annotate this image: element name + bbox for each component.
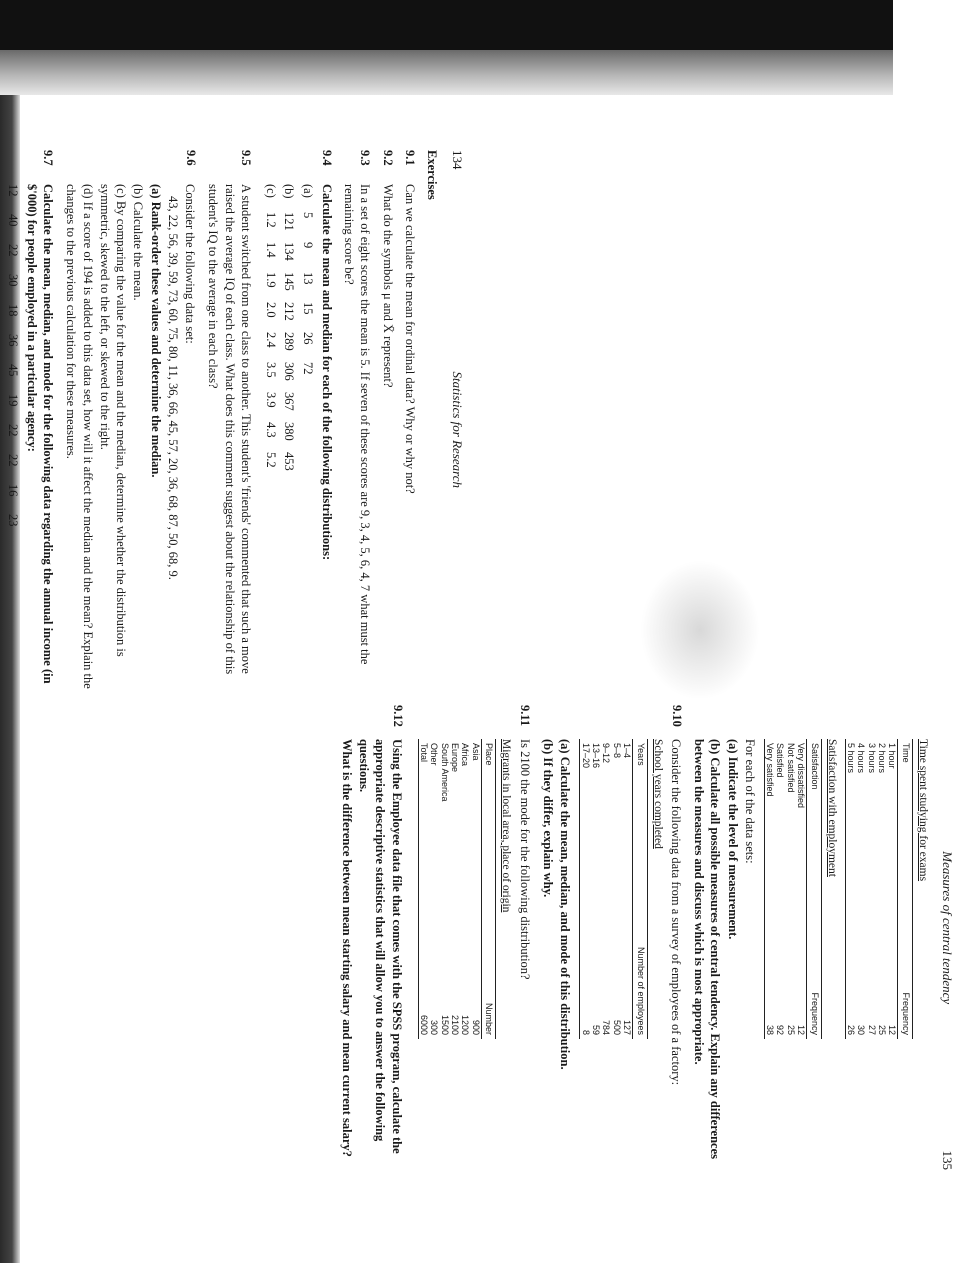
cell-label: Satisfied	[775, 743, 786, 778]
table-caption: School years completed	[651, 739, 664, 849]
scan-shadow	[0, 50, 893, 95]
cell-label: Africa	[460, 743, 471, 767]
data-row	[0, 184, 2, 690]
exercise-9-6	[62, 150, 199, 690]
data-value: 380	[282, 422, 297, 441]
page-134	[5, 150, 465, 690]
row-label: (c)	[264, 184, 279, 198]
exercise-text: Using the Employee data file that comes with the SPSS program, calculate the appropriate descriptive statistics that will allow you to answer the following questions.	[357, 739, 404, 1154]
part-d: (d) If a score of 194 is added to this data set, how will it affect the median and the mean? Explain the changes to the previous calculation for these measures.	[64, 184, 95, 689]
column-header: Frequency	[807, 916, 822, 1039]
cell-label: Total	[418, 739, 429, 926]
question-text: What is the difference between mean starting salary and mean current salary?	[339, 739, 354, 1157]
column-header: Years	[632, 739, 647, 816]
cell-label: Not satisfied	[785, 743, 796, 793]
cell-label: South America	[439, 743, 450, 802]
cell-label: 3 hours	[866, 743, 877, 774]
part-a: (a) Calculate the mean, median, and mode of this distribution.	[558, 739, 573, 1070]
data-value: 72	[300, 362, 315, 375]
data-value	[0, 454, 2, 484]
table-caption: Satisfaction with employment	[825, 739, 838, 877]
cell-value: 25	[877, 1024, 888, 1035]
study-time-table	[845, 739, 930, 1039]
cell-value: 127	[621, 1019, 632, 1035]
school-years-table	[579, 739, 664, 1039]
data-value: 3.5	[264, 362, 279, 378]
exercise-text: Consider the following data set:	[183, 184, 198, 344]
table-row	[418, 739, 429, 1039]
data-value: 26	[300, 332, 315, 345]
data-value: 22	[5, 424, 20, 437]
data-value: 212	[282, 302, 297, 321]
data-value: 36	[5, 334, 20, 347]
table-row	[845, 739, 856, 1039]
part-a: (a) Rank-order these values and determine the median.	[148, 184, 163, 478]
distribution-row	[263, 184, 279, 690]
income-data	[0, 184, 21, 690]
exercise-text: A student switched from one class to another. This student's 'friends' commented that such a move raised the average IQ of each class. What does this comment suggest about the relationship of this student's IQ to the average in each class?	[206, 184, 253, 675]
table-row	[785, 739, 795, 1039]
data-value: 18	[5, 304, 20, 317]
cell-label: 1–4	[621, 743, 632, 759]
data-value: 45	[5, 364, 20, 377]
cell-label: Other	[429, 743, 440, 766]
part-b: (b) Calculate the mean.	[131, 184, 146, 301]
exercise-9-11	[412, 705, 533, 1170]
exercise-text: Calculate the mean, median, and mode for the following data regarding the annual income (in $'000) for people employed in a particular agency:	[24, 184, 56, 684]
data-value	[0, 484, 2, 514]
part-c: (c) By comparing the value for the mean and the median, determine whether the distribution is symmetric, skewed to the left, or skewed to the right.	[97, 184, 129, 657]
data-value: 289	[282, 332, 297, 351]
cell-label: Asia	[470, 743, 481, 761]
column-header: Time	[898, 739, 913, 868]
data-row	[4, 184, 20, 690]
table-row	[591, 739, 601, 1039]
cell-value: 12	[887, 1024, 898, 1035]
exercise-9-12	[338, 705, 406, 1170]
exercise-9-1	[402, 150, 418, 690]
cell-label: 17–20	[580, 739, 591, 816]
data-value	[0, 514, 2, 544]
cell-label: 2 hours	[877, 743, 888, 774]
table-row	[856, 739, 866, 1039]
cell-value: 25	[785, 1024, 796, 1035]
data-value: 13	[300, 272, 315, 285]
data-value: 2.4	[264, 332, 279, 348]
cell-value: 1200	[460, 1014, 471, 1035]
page-header	[938, 705, 955, 1170]
data-value: 9	[300, 242, 315, 249]
running-title: Measures of central tendency	[940, 851, 955, 1005]
exercise-9-10	[539, 705, 685, 1170]
data-value: 2.0	[264, 302, 279, 318]
exercise-9-5	[205, 150, 254, 690]
table-row	[796, 739, 807, 1039]
table-caption: Migrants in local area, place of origin	[500, 739, 513, 913]
cell-label: Very satisfied	[764, 739, 775, 916]
running-title: Statistics for Research	[450, 371, 465, 488]
scan-dark-edge	[0, 0, 893, 50]
instruction-text: For each of the data sets:	[742, 739, 757, 864]
distribution-rows	[263, 184, 316, 690]
column-header: Number	[481, 926, 496, 1039]
data-value: 30	[5, 274, 20, 287]
data-value: 306	[282, 362, 297, 381]
data-value: 22	[5, 244, 20, 257]
satisfaction-table	[764, 739, 839, 1039]
cell-label: 4 hours	[856, 743, 867, 774]
table-row	[764, 739, 775, 1039]
table-caption: Time spent studying for exams	[917, 739, 930, 882]
exercise-text: Is 2100 the mode for the following distribution?	[517, 739, 532, 980]
table-row	[439, 739, 449, 1039]
data-value: 12	[5, 184, 20, 197]
exercise-number: 9.1	[402, 150, 417, 166]
data-value	[0, 424, 2, 454]
page-number: 134	[450, 150, 465, 170]
cell-value: 59	[590, 1024, 601, 1035]
column-header: Frequency	[898, 868, 913, 1039]
data-value: 23	[5, 514, 20, 527]
cell-value: 300	[429, 1019, 440, 1035]
data-value: 15	[300, 302, 315, 315]
cell-value: 1500	[439, 1014, 450, 1035]
exercise-number: 9.12	[390, 705, 405, 727]
table-row	[622, 739, 633, 1039]
exercise-text: In a set of eight scores the mean is 5. If seven of these scores are 9, 3, 4, 5, 6, 4, 7 what must the remaining score be?	[342, 184, 373, 665]
exercise-number: 9.4	[319, 150, 334, 166]
cell-value: 500	[611, 1019, 622, 1035]
data-value: 1.9	[264, 272, 279, 288]
part-b: (b) If they differ, explain why.	[540, 739, 555, 898]
data-value: 121	[282, 212, 297, 231]
exercise-text: Consider the following data from a survey of employees of a factory:	[668, 739, 683, 1086]
table-row	[601, 739, 611, 1039]
page-number: 135	[940, 1150, 955, 1170]
data-value: 145	[282, 272, 297, 291]
data-value: 367	[282, 392, 297, 411]
table-row	[429, 739, 439, 1039]
cell-value: 2100	[450, 1014, 461, 1035]
data-value: 134	[282, 242, 297, 261]
cell-value: 38	[764, 916, 775, 1039]
exercise-text: Calculate the mean and median for each of the following distributions:	[319, 184, 334, 561]
book-gutter	[640, 560, 760, 700]
data-value: 1.2	[264, 212, 279, 228]
part-b: (b) Calculate all possible measures of central tendency. Explain any differences between the measures and discuss which is most appropriate.	[692, 739, 723, 1160]
data-value: 40	[5, 214, 20, 227]
cell-value: 900	[470, 1019, 481, 1035]
data-value	[0, 184, 2, 214]
exercise-text: What do the symbols μ and X̄ represent?	[380, 184, 395, 388]
cell-label: 5–8	[611, 743, 622, 759]
exercise-number: 9.10	[669, 705, 684, 727]
data-value: 4.3	[264, 422, 279, 438]
cell-value: 12	[796, 1024, 807, 1035]
exercise-9-4	[260, 150, 335, 690]
table-row	[611, 739, 621, 1039]
data-value	[0, 244, 2, 274]
cell-label: 13–16	[590, 743, 601, 769]
table-row	[866, 739, 876, 1039]
exercise-number: 9.5	[238, 150, 253, 166]
column-header: Place	[481, 739, 496, 926]
row-label: (b)	[282, 184, 297, 199]
part-a: (a) Indicate the level of measurement.	[725, 739, 740, 940]
distribution-row	[281, 184, 297, 690]
exercise-number: 9.7	[41, 150, 56, 166]
page-header	[448, 150, 465, 690]
cell-label: 5 hours	[845, 739, 856, 868]
data-value: 3.9	[264, 392, 279, 408]
cell-label: Europe	[450, 743, 461, 773]
section-title: Exercises	[425, 150, 440, 200]
row-label: (a)	[300, 184, 315, 198]
exercise-9-7	[0, 150, 56, 690]
page-135	[339, 705, 955, 1170]
table-row	[470, 739, 481, 1039]
cell-label: 9–12	[601, 743, 612, 764]
data-value: 1.4	[264, 242, 279, 258]
cell-value: 8	[580, 816, 591, 1039]
exercise-9-3	[341, 150, 374, 690]
table-row	[887, 739, 898, 1039]
data-value: 19	[5, 394, 20, 407]
cell-label: 1 hour	[887, 743, 898, 769]
data-value	[0, 334, 2, 364]
data-set: 43, 22, 56, 39, 59, 73, 60, 75, 80, 11, 36, 66, 45, 57, 20, 36, 68, 87, 50, 68, 9.	[165, 196, 180, 580]
cell-value: 784	[601, 1019, 612, 1035]
cell-value: 30	[856, 1024, 867, 1035]
distribution-row	[299, 184, 315, 690]
data-value: 5.2	[264, 452, 279, 468]
table-row	[775, 739, 785, 1039]
data-value: 5	[300, 212, 315, 219]
cell-value: 92	[775, 1024, 786, 1035]
table-row	[877, 739, 887, 1039]
column-header: Number of employees	[632, 816, 647, 1039]
cell-label: Very dissatisfied	[796, 743, 807, 809]
data-value	[0, 274, 2, 304]
exercise-number: 9.11	[517, 705, 532, 727]
table-row	[450, 739, 460, 1039]
data-value	[0, 304, 2, 334]
data-value: 453	[282, 452, 297, 471]
data-value	[0, 394, 2, 424]
exercise-number: 9.6	[184, 150, 199, 166]
table-row	[460, 739, 470, 1039]
cell-value: 6000	[418, 926, 429, 1039]
data-value	[0, 364, 2, 394]
exercise-text: Can we calculate the mean for ordinal data? Why or why not?	[402, 184, 417, 494]
cell-value: 27	[866, 1024, 877, 1035]
data-value: 16	[5, 484, 20, 497]
cell-value: 26	[845, 868, 856, 1039]
migrants-table	[418, 739, 514, 1039]
exercise-number: 9.2	[380, 150, 395, 166]
data-value: 22	[5, 454, 20, 467]
table-row	[580, 739, 591, 1039]
exercise-number: 9.3	[358, 150, 373, 166]
data-value	[0, 214, 2, 244]
column-header: Satisfaction	[807, 739, 822, 916]
exercise-9-2	[379, 150, 395, 690]
